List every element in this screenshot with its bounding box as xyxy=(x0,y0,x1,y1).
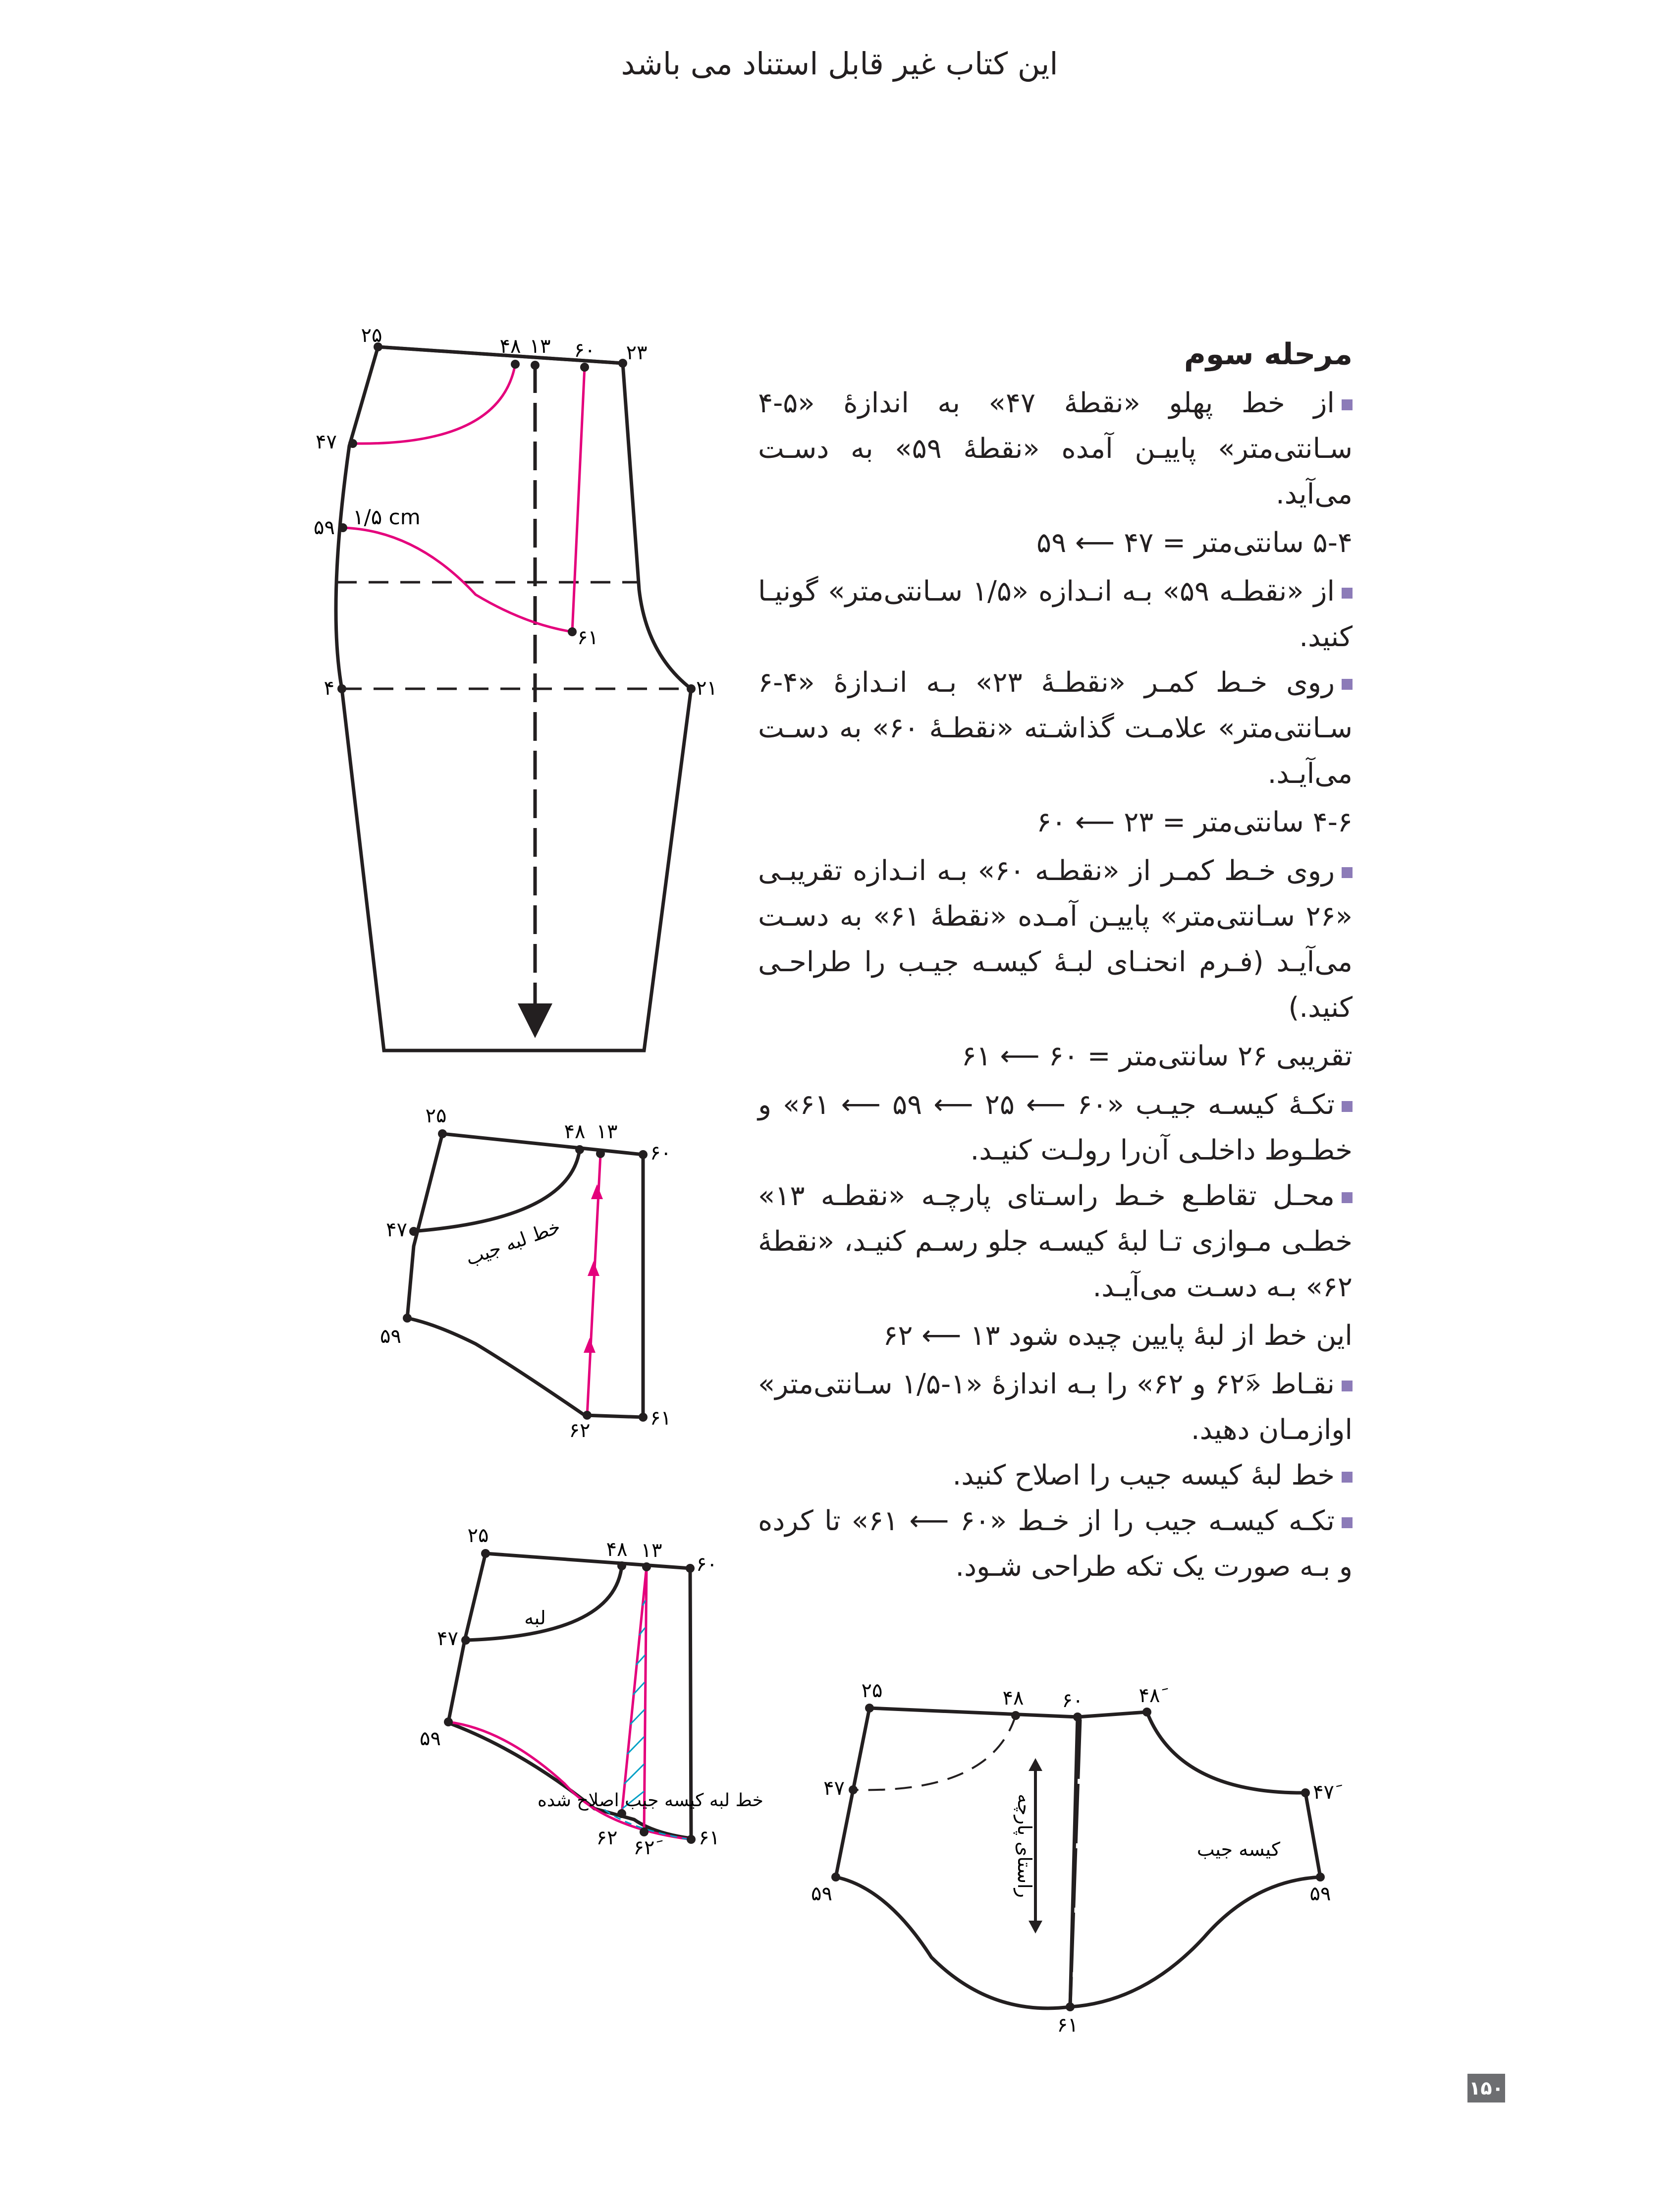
label-25: ۲۵ xyxy=(425,1105,447,1127)
pocket-left-outline xyxy=(836,1708,1078,2008)
label-48-prime: ۴۸َ xyxy=(1138,1684,1160,1707)
diagram-corrected-pocket xyxy=(420,1524,763,1859)
page-number: ۱۵۰ xyxy=(1467,2074,1505,2102)
item-text: نقـاط «۶۲َ و ۶۲» را بـه اندازۀ «۱-۱/۵ سـانتی‌متر» اوازمـان دهید. xyxy=(758,1368,1353,1446)
diagram-pocket-piece xyxy=(380,1105,671,1442)
label-60: ۶۰ xyxy=(650,1142,671,1164)
page-header: این کتاب غیر قابل استناد می باشد xyxy=(621,46,1058,82)
item-text: روی خـط کمـر «نقطـۀ ۲۳» بـه انـدازۀ «۴-۶ سـانتی‌متر» علامـت گذاشـته «نقطـۀ ۶۰» به دسـت می‌آیـد. xyxy=(758,666,1353,790)
item-text: از «نقطـه ۵۹» بـه انـدازه «۱/۵ سـانتی‌متر» گونیـا کنید. xyxy=(758,575,1353,653)
section-title: مرحله سوم xyxy=(1184,337,1353,372)
label-59: ۵۹ xyxy=(380,1325,401,1348)
item-text: این خط از لبۀ پایین چیده شود ۱۳ ⟵ ۶۲ xyxy=(883,1320,1353,1352)
label-59: ۵۹ xyxy=(811,1882,832,1905)
pocket-curve-47 xyxy=(353,364,515,443)
label-13: ۱۳ xyxy=(529,335,551,358)
pocket-left-dashed-curve xyxy=(853,1715,1016,1790)
label-48: ۴۸ xyxy=(564,1120,586,1143)
label-60: ۶۰ xyxy=(574,339,596,362)
pocket-outline xyxy=(407,1134,643,1417)
label-4: ۴ xyxy=(324,677,334,700)
label-62: ۶۲ xyxy=(596,1826,618,1849)
label-47: ۴۷ xyxy=(386,1218,407,1241)
pocket-line-60-61 xyxy=(572,367,585,632)
label-21: ۲۱ xyxy=(696,677,717,700)
label-62: ۶۲ xyxy=(569,1419,591,1442)
item-text: خط لبۀ کیسه جیب را اصلاح کنید. xyxy=(952,1459,1335,1492)
pocket-edge-curve xyxy=(466,1566,622,1640)
label-61: ۶۱ xyxy=(699,1826,720,1849)
item-text: تکـه کیسـه جیب را از خـط «۶۰ ⟵ ۶۱» تا کرده و بـه صورت یک تکه طراحی شـود. xyxy=(758,1505,1353,1583)
trouser-outline xyxy=(336,347,691,1051)
label-47: ۴۷ xyxy=(437,1627,458,1650)
label-60: ۶۰ xyxy=(696,1553,717,1576)
label-grain: راستای پارچه xyxy=(1014,1794,1035,1898)
item-text: تقریبی ۲۶ سانتی‌متر = ۶۰ ⟵ ۶۱ xyxy=(961,1040,1353,1072)
label-48: ۴۸ xyxy=(606,1538,628,1561)
label-48: ۴۸ xyxy=(499,335,521,358)
diagram-front-trouser xyxy=(314,324,717,1051)
label-25: ۲۵ xyxy=(861,1679,883,1702)
label-23: ۲۳ xyxy=(626,341,648,364)
label-13: ۱۳ xyxy=(641,1539,662,1562)
item-text: محـل تقاطـع خـط راسـتای پارچـه «نقطـه ۱۳» خطـی مـوازی تـا لبۀ کیسـه جلو رسـم کنیـد، «نقطۀ ۶۲» بـه دسـت می‌آیـد. xyxy=(758,1180,1353,1303)
label-edge-line: خط لبه جیب xyxy=(463,1216,563,1270)
label-59: ۵۹ xyxy=(420,1727,441,1750)
item-text: ۴-۶ سانتی‌متر = ۲۳ ⟵ ۶۰ xyxy=(1036,806,1353,838)
label-48: ۴۸ xyxy=(1002,1687,1024,1710)
label-13: ۱۳ xyxy=(596,1120,618,1143)
label-60: ۶۰ xyxy=(1062,1689,1083,1712)
label-edge: لبه xyxy=(524,1607,546,1629)
item-text: روی خـط کمـر از «نقطـه ۶۰» بـه انـدازه تقریبـی «۲۶ سـانتی‌متر» پاییـن آمـده «نقطۀ ۶۱» به دسـت می‌آیـد (فـرم انحنـای لبـۀ کیسـه جیـب را طراحـی کنید.) xyxy=(758,855,1353,1024)
label-59: ۵۹ xyxy=(314,516,335,539)
label-61: ۶۱ xyxy=(577,626,598,649)
label-61: ۶۱ xyxy=(650,1407,671,1430)
item-text: تکـۀ کیسـه جیـب «۶۰ ⟵ ۲۵ ⟵ ۵۹ ⟵ ۶۱» و خطـوط داخلـی آن‌را رولـت کنیـد. xyxy=(758,1089,1353,1166)
label-pocket: کیسه جیب xyxy=(1196,1838,1281,1860)
label-25: ۲۵ xyxy=(361,324,382,347)
item-text: از خط پهلو «نقطۀ ۴۷» به اندازۀ «۵-۴ سـانتی‌متر» پاییـن آمده «نقطۀ ۵۹» به دسـت می‌آید. xyxy=(758,387,1353,510)
label-59-right: ۵۹ xyxy=(1309,1882,1331,1905)
label-47: ۴۷ xyxy=(316,431,337,453)
item-text: ۵-۴ سانتی‌متر = ۴۷ ⟵ ۵۹ xyxy=(1036,527,1353,559)
label-dim: ۱/۵ cm xyxy=(353,505,421,529)
diagram-pocket-one-piece xyxy=(811,1679,1342,2037)
pocket-right-outline xyxy=(1070,1712,1320,2007)
pocket-curve-59 xyxy=(343,528,572,632)
label-62-prime: ۶۲َ xyxy=(633,1836,655,1859)
label-corrected-edge: خط لبه کیسه جیب اصلاح شده xyxy=(538,1790,763,1811)
label-25: ۲۵ xyxy=(467,1524,489,1547)
label-47-prime: ۴۷َ xyxy=(1313,1781,1334,1804)
label-61: ۶۱ xyxy=(1057,2014,1079,2037)
label-47: ۴۷ xyxy=(823,1777,845,1800)
